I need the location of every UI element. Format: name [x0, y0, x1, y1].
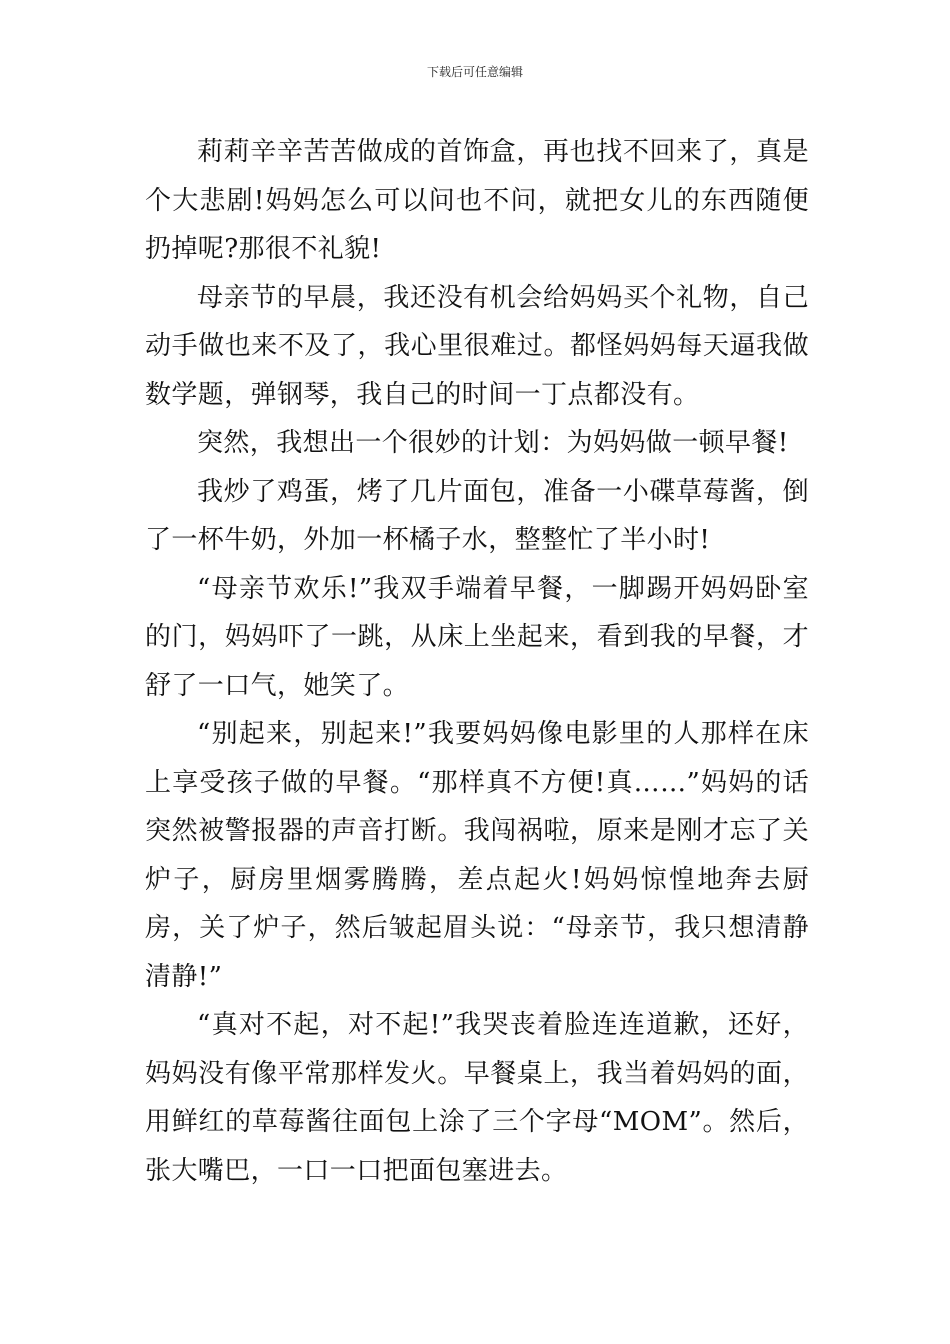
paragraph-3: 突然，我想出一个很妙的计划：为妈妈做一顿早餐!	[197, 428, 789, 458]
paragraph-7: “真对不起，对不起!”我哭丧着脸连连道歉，还好，妈妈没有像平常那样发火。早餐桌上，我当着妈妈的面，用鲜红的草莓酱往面包上涂了三个字母“MOM”。然后，张大嘴巴，一口一口把面包塞进去。	[145, 1010, 809, 1186]
paragraph-2: 母亲节的早晨，我还没有机会给妈妈买个礼物，自己动手做也来不及了，我心里很难过。都怪妈妈每天逼我做数学题，弹钢琴，我自己的时间一丁点都没有。	[145, 282, 809, 410]
document-body	[145, 128, 809, 1195]
paragraph-4: 我炒了鸡蛋，烤了几片面包，准备一小碟草莓酱，倒了一杯牛奶，外加一杯橘子水，整整忙了半小时!	[145, 476, 809, 555]
page-header: 下载后可任意编辑	[426, 65, 523, 79]
paragraph-5: “母亲节欢乐!”我双手端着早餐，一脚踢开妈妈卧室的门，妈妈吓了一跳，从床上坐起来，看到我的早餐，才舒了一口气，她笑了。	[145, 573, 809, 701]
paragraph-6: “别起来，别起来!”我要妈妈像电影里的人那样在床上享受孩子做的早餐。“那样真不方便!真……”妈妈的话突然被警报器的声音打断。我闯祸啦，原来是刚才忘了关炉子，厨房里烟雾腾腾，差点起火!妈妈惊惶地奔去厨房，关了炉子，然后皱起眉头说：“母亲节，我只想清静清静!”	[145, 719, 809, 992]
paragraph-1: 莉莉辛辛苦苦做成的首饰盒，再也找不回来了，真是个大悲剧!妈妈怎么可以问也不问，就把女儿的东西随便扔掉呢?那很不礼貌!	[145, 137, 809, 264]
